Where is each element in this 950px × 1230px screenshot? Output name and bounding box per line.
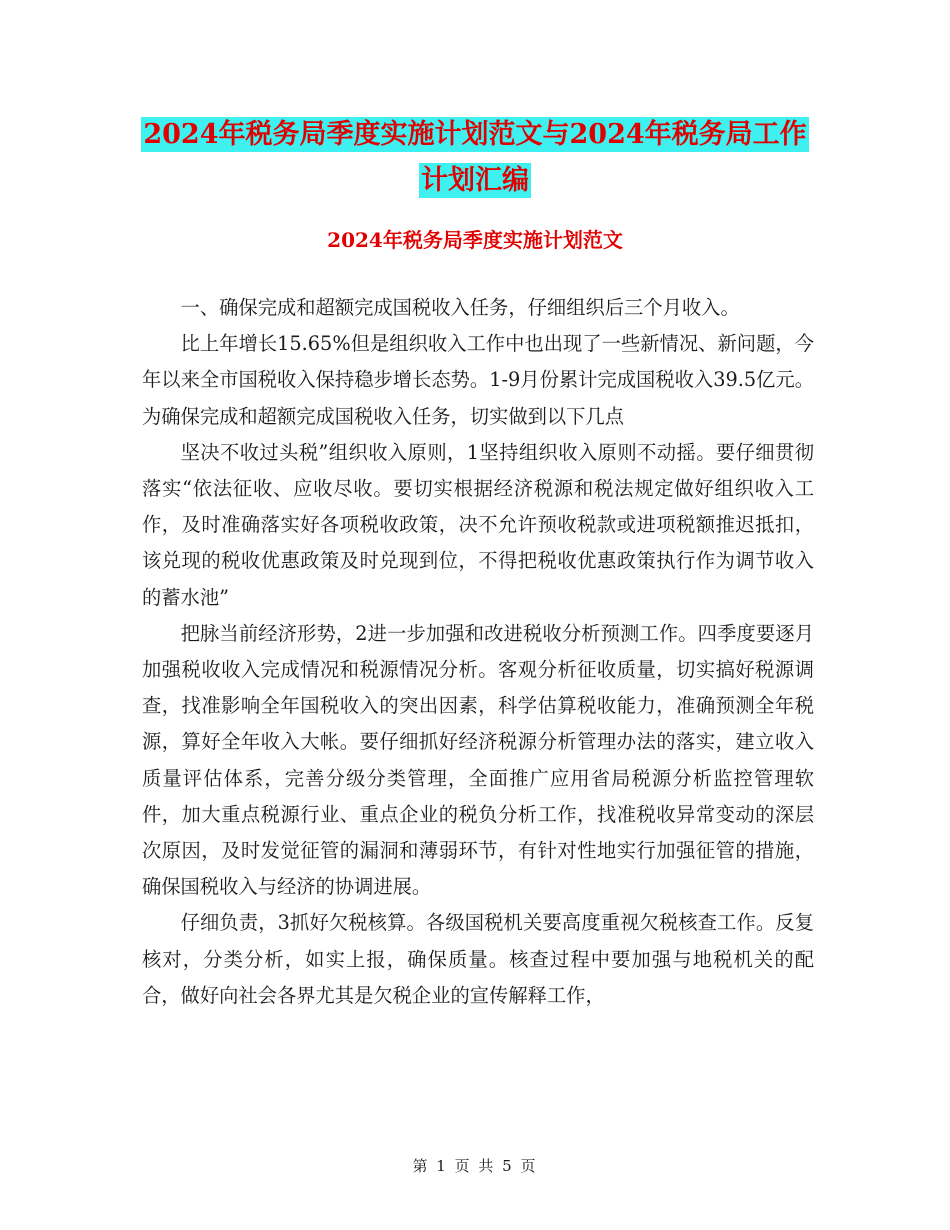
- section-title: 2024年税务局季度实施计划范文: [327, 228, 623, 252]
- paragraph-4: 把脉当前经济形势，2进一步加强和改进税收分析预测工作。四季度要逐月加强税收收入完成情况和税源情况分析。客观分析征收质量，切实搞好税源调查，找准影响全年国税收入的突出因素，科学估算税收能力，准确预测全年税源，算好全年收入大帐。要仔细抓好经济税源分析管理办法的落实，建立收入质量评估体系，完善分级分类管理，全面推广应用省局税源分析监控管理软件，加大重点税源行业、重点企业的税负分析工作，找准税收异常变动的深层次原因，及时发觉征管的漏洞和薄弱环节，有针对性地实行加强征管的措施，确保国税收入与经济的协调进展。: [142, 621, 814, 899]
- paragraph-2: 比上年增长15.65%但是组织收入工作中也出现了一些新情况、新问题，今年以来全市国税收入保持稳步增长态势。1-9月份累计完成国税收入39.5亿元。为确保完成和超额完成国税收入任务，切实做到以下几点: [142, 332, 814, 428]
- paragraph-5: 仔细负责，3抓好欠税核算。各级国税机关要高度重视欠税核查工作。反复核对，分类分析，如实上报，确保质量。核查过程中要加强与地税机关的配合，做好向社会各界尤其是欠税企业的宣传解释工作，: [142, 911, 814, 1007]
- paragraph-1: 一、确保完成和超额完成国税收入任务，仔细组织后三个月收入。: [180, 296, 740, 319]
- title-highlight-1: 2024年税务局季度实施计划范文与2024年税务局工作: [143, 119, 807, 150]
- document-title-line1: [0, 112, 950, 151]
- paragraph-3: 坚决不收过头税”组织收入原则，1坚持组织收入原则不动摇。要仔细贯彻落实“依法征收、应收尽收。要切实根据经济税源和税法规定做好组织收入工作，及时准确落实好各项税收政策，决不允许预收税款或进项税额推迟抵扣，该兑现的税收优惠政策及时兑现到位，不得把税收优惠政策执行作为调节收入的蓄水池”: [142, 440, 814, 609]
- title-highlight-2: 计划汇编: [421, 165, 529, 196]
- document-title-line2: [0, 158, 950, 197]
- document-body: [142, 290, 814, 1014]
- page-footer: 第 1 页 共 5 页: [412, 1157, 538, 1175]
